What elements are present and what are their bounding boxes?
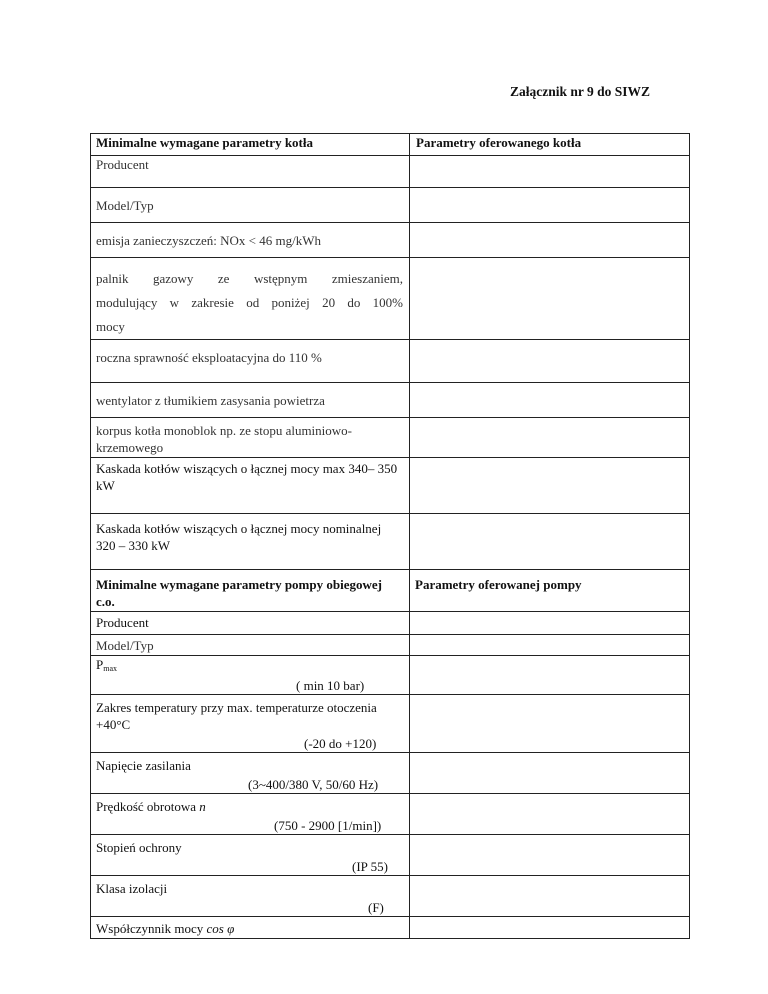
table-row: [91, 635, 690, 656]
pump-header-row: [91, 570, 690, 612]
pump-offer-header: Parametry oferowanej pompy: [410, 570, 690, 612]
specification-table: [90, 133, 690, 939]
pump-protection-offer-cell[interactable]: [410, 835, 690, 876]
pump-pmax-offer-cell[interactable]: [410, 656, 690, 695]
pump-speed-label: Prędkość obrotowa n (750 - 2900 [1/min]): [91, 794, 410, 835]
boiler-body-label: korpus kotła monoblok np. ze stopu aluminiowo-krzemowego: [91, 418, 410, 458]
table-row: [91, 383, 690, 418]
pump-insulation-offer-cell[interactable]: [410, 876, 690, 917]
table-row: [91, 156, 690, 188]
boiler-header-row: [91, 134, 690, 156]
boiler-cascade-max-offer-cell[interactable]: [410, 458, 690, 514]
pump-insulation-label: Klasa izolacji (F): [91, 876, 410, 917]
boiler-cascade-max-label: Kaskada kotłów wiszących o łącznej mocy max 340– 350 kW: [91, 458, 410, 514]
boiler-fan-offer-cell[interactable]: [410, 383, 690, 418]
table-row: [91, 458, 690, 514]
annex-title: Załącznik nr 9 do SIWZ: [510, 84, 651, 99]
table-row: [91, 753, 690, 794]
pump-producent-offer-cell[interactable]: [410, 612, 690, 635]
boiler-body-offer-cell[interactable]: [410, 418, 690, 458]
boiler-burner-label: palnik gazowy ze wstępnym zmieszaniem, modulujący w zakresie od poniżej 20 do 100% mocy: [91, 258, 410, 340]
pump-power-factor-offer-cell[interactable]: [410, 917, 690, 939]
boiler-cascade-nominal-offer-cell[interactable]: [410, 514, 690, 570]
boiler-model-label: Model/Typ: [91, 188, 410, 223]
table-row: [91, 917, 690, 939]
pump-model-offer-cell[interactable]: [410, 635, 690, 656]
boiler-model-offer-cell[interactable]: [410, 188, 690, 223]
table-row: [91, 876, 690, 917]
pump-model-label: Model/Typ: [91, 635, 410, 656]
boiler-efficiency-label: roczna sprawność eksploatacyjna do 110 %: [91, 340, 410, 383]
pump-producent-label: Producent: [91, 612, 410, 635]
pump-temperature-offer-cell[interactable]: [410, 695, 690, 753]
table-row: [91, 656, 690, 695]
table-row: [91, 695, 690, 753]
boiler-producent-label: Producent: [91, 156, 410, 188]
pump-pmax-label: $P_{max}$ ( min 10 bar): [91, 656, 410, 695]
boiler-burner-offer-cell[interactable]: [410, 258, 690, 340]
boiler-producent-offer-cell[interactable]: [410, 156, 690, 188]
boiler-emission-offer-cell[interactable]: [410, 223, 690, 258]
pump-power-factor-label: Współczynnik mocy cos φ: [91, 917, 410, 939]
boiler-efficiency-offer-cell[interactable]: [410, 340, 690, 383]
boiler-fan-label: wentylator z tłumikiem zasysania powietrza: [91, 383, 410, 418]
table-row: [91, 514, 690, 570]
pump-protection-label: Stopień ochrony (IP 55): [91, 835, 410, 876]
pump-speed-offer-cell[interactable]: [410, 794, 690, 835]
table-row: [91, 835, 690, 876]
table-row: [91, 223, 690, 258]
boiler-offer-header: Parametry oferowanego kotła: [410, 134, 690, 156]
pump-temperature-label: Zakres temperatury przy max. temperaturze otoczenia +40°C (-20 do +120): [91, 695, 410, 753]
table-row: [91, 612, 690, 635]
pump-requirements-header: Minimalne wymagane parametry pompy obiegowej c.o.: [91, 570, 410, 612]
table-row: [91, 418, 690, 458]
pump-voltage-label: Napięcie zasilania (3~400/380 V, 50/60 Hz): [91, 753, 410, 794]
table-row: [91, 188, 690, 223]
table-row: [91, 340, 690, 383]
boiler-requirements-header: Minimalne wymagane parametry kotła: [91, 134, 410, 156]
pump-voltage-offer-cell[interactable]: [410, 753, 690, 794]
boiler-emission-label: emisja zanieczyszczeń: NOx < 46 mg/kWh: [91, 223, 410, 258]
boiler-cascade-nominal-label: Kaskada kotłów wiszących o łącznej mocy nominalnej 320 – 330 kW: [91, 514, 410, 570]
table-row: [91, 258, 690, 340]
table-row: [91, 794, 690, 835]
